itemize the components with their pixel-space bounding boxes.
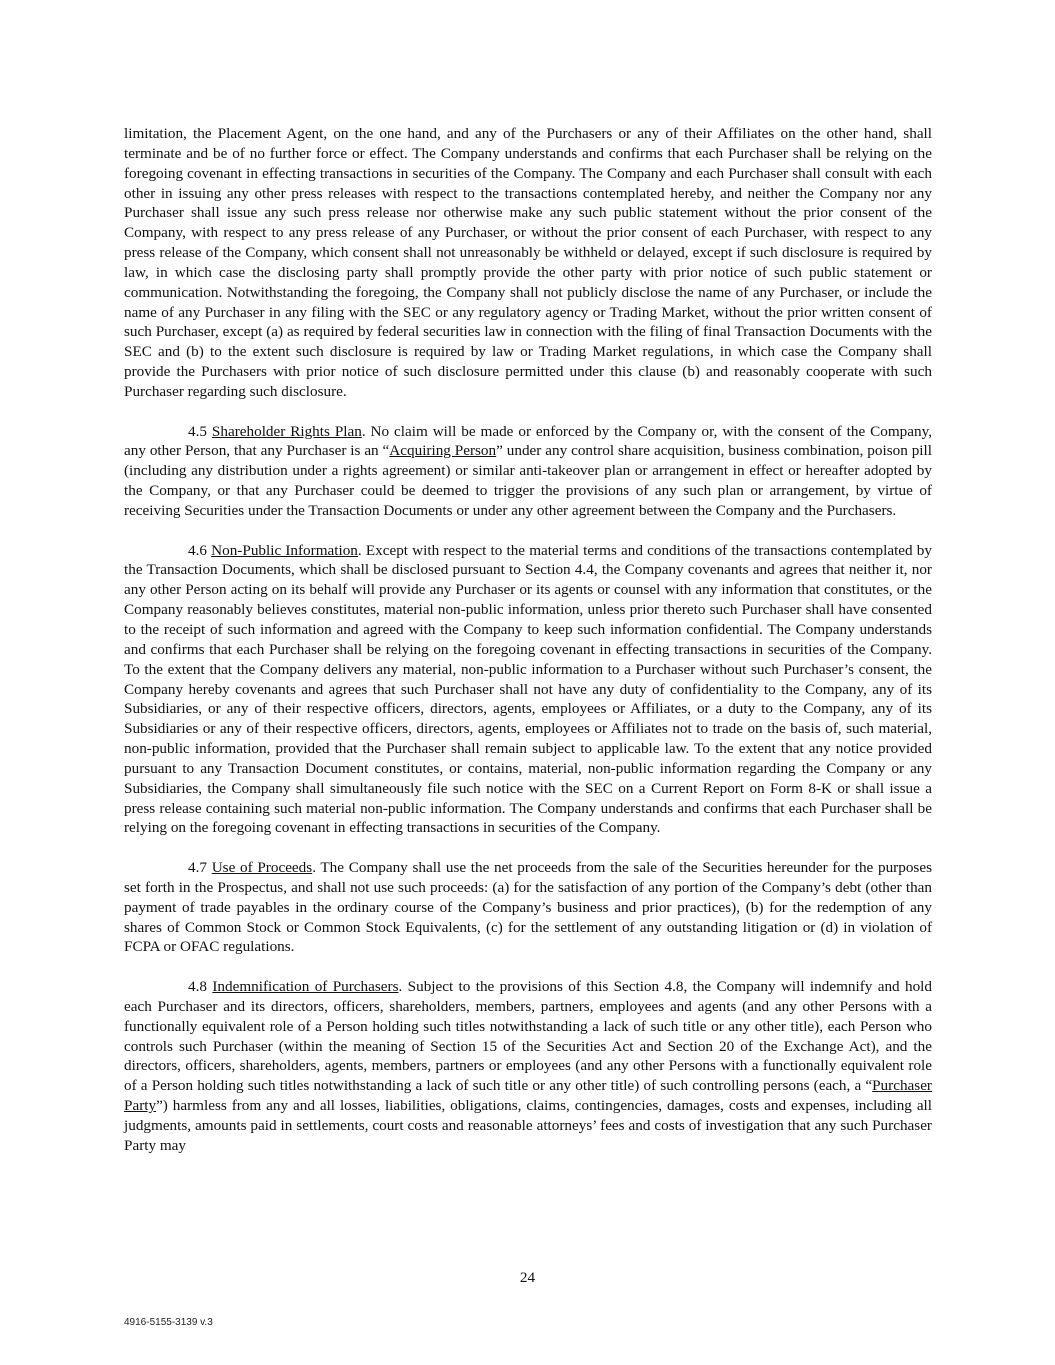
page-number: 24 [519,1269,536,1286]
document-id: 4916-5155-3139 v.3 [124,1317,213,1328]
paragraph-text: . Except with respect to the material terms and conditions of the transactions contemplated by the Transaction Documents, which shall be disclosed pursuant to Section 4.4, the Company covenants and agrees that neither it, nor any other Person acting on its behalf will provide any Purchaser or its agents or counsel with any information that constitutes, or the Company reasonably believes constitutes, material non-public information, unless prior thereto such Purchaser shall have consented to the receipt of such information and agreed with the Company to keep such information confidential. The Company understands and confirms that each Purchaser shall be relying on the foregoing covenant in effecting transactions in securities of the Company. To the extent that the Company delivers any material, non-public information to a Purchaser without such Purchaser’s consent, the Company hereby covenants and agrees that such Purchaser shall not have any duty of confidentiality to the Company, any of its Subsidiaries, or any of their respective officers, directors, agents, employees or Affiliates, or a duty to the Company, any of its Subsidiaries or any of their respective officers, directors, agents, employees or Affiliates not to trade on the basis of, such material, non-public information, provided that the Purchaser shall remain subject to applicable law. To the extent that any notice provided pursuant to any Transaction Document constitutes, or contains, material, non-public information regarding the Company or any Subsidiaries, the Company shall simultaneously file such notice with the SEC on a Current Report on Form 8-K or shall issue a press release containing such material non-public information. The Company understands and confirms that each Purchaser shall be relying on the foregoing covenant in effecting transactions in securities of the Company. [124,541,932,837]
paragraph-4-6 [124,541,932,839]
defined-term: Acquiring Person [389,442,497,460]
section-heading: Use of Proceeds [211,859,313,877]
defined-term: Purchaser Party [124,1077,932,1115]
document-body [124,124,932,1175]
section-number: 4.7 [188,859,207,877]
section-heading: Indemnification of Purchasers [212,978,399,996]
paragraph-text: limitation, the Placement Agent, on the one hand, and any of the Purchasers or any of their Affiliates on the other hand, shall terminate and be of no further force or effect. The Company understands and confirms that each Purchaser shall be relying on the foregoing covenant in effecting transactions in securities of the Company. The Company and each Purchaser shall consult with each other in issuing any other press releases with respect to the transactions contemplated hereby, and neither the Company nor any Purchaser shall issue any such press release nor otherwise make any such public statement without the prior consent of the Company, with respect to any press release of any Purchaser, or without the prior consent of each Purchaser, with respect to any press release of the Company, which consent shall not unreasonably be withheld or delayed, except if such disclosure is required by law, in which case the disclosing party shall promptly provide the other party with prior notice of such public statement or communication. Notwithstanding the foregoing, the Company shall not publicly disclose the name of any Purchaser, or include the name of any Purchaser in any filing with the SEC or any regulatory agency or Trading Market, without the prior written consent of such Purchaser, except (a) as required by federal securities law in connection with the filing of final Transaction Documents with the SEC and (b) to the extent such disclosure is required by law or Trading Market regulations, in which case the Company shall provide the Purchasers with prior notice of such disclosure permitted under this clause (b) and reasonably cooperate with such Purchaser regarding such disclosure. [124,125,932,400]
section-number: 4.6 [188,541,207,559]
section-number: 4.5 [188,422,207,440]
paragraph-text: . No claim will be made or enforced by the Company or, with the consent of the Company, any other Person, that any Purchaser is an “ [124,422,932,460]
paragraph-4-7 [124,858,932,957]
paragraph-text: ” under any control share acquisition, business combination, poison pill (including any distribution under a rights agreement) or similar anti-takeover plan or arrangement in effect or hereafter adopted by the Company, or that any Purchaser could be deemed to trigger the provisions of any such plan or arrangement, by virtue of receiving Securities under the Transaction Documents or under any other agreement between the Company and the Purchasers. [124,442,932,519]
section-heading: Non-Public Information [211,541,358,559]
paragraph-4-5 [124,422,932,521]
paragraph-text: . The Company shall use the net proceeds from the sale of the Securities hereunder for the purposes set forth in the Prospectus, and shall not use such proceeds: (a) for the satisfaction of any portion of the Company’s debt (other than payment of trade payables in the ordinary course of the Company’s business and prior practices), (b) for the redemption of any shares of Common Stock or Common Stock Equivalents, (c) for the settlement of any outstanding litigation or (d) in violation of FCPA or OFAC regulations. [124,859,932,956]
paragraph-text: . Subject to the provisions of this Section 4.8, the Company will indemnify and hold each Purchaser and its directors, officers, shareholders, members, partners, employees and agents (and any other Persons with a functionally equivalent role of a Person holding such titles notwithstanding a lack of such title or any other title), each Person who controls such Purchaser (within the meaning of Section 15 of the Securities Act and Section 20 of the Exchange Act), and the directors, officers, shareholders, agents, members, partners or employees (and any other Persons with a functionally equivalent role of a Person holding such titles notwithstanding a lack of such title or any other title) of such controlling persons (each, a “ [124,978,932,1095]
paragraph-text: ”) harmless from any and all losses, liabilities, obligations, claims, contingencies, damages, costs and expenses, including all judgments, amounts paid in settlements, court costs and reasonable attorneys’ fees and costs of investigation that any such Purchaser Party may [124,1097,932,1154]
paragraph-4-8 [124,977,932,1156]
section-number: 4.8 [188,978,207,996]
paragraph-4-4-continued [124,124,932,402]
section-heading: Shareholder Rights Plan [211,422,362,440]
